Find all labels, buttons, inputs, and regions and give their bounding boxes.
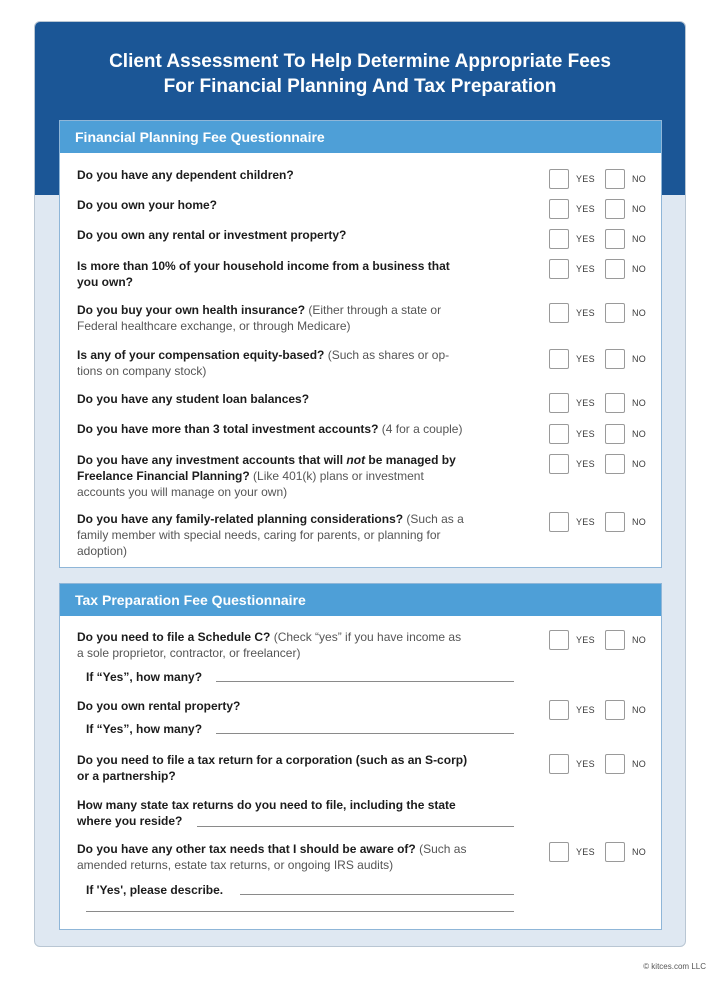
fp-q9-yes-checkbox[interactable]	[549, 454, 569, 474]
fp-question-6	[77, 347, 517, 379]
tax-q5-yes-no	[549, 842, 659, 864]
tax-q2-yes-checkbox[interactable]	[549, 700, 569, 720]
tax-question-4	[77, 797, 517, 829]
yes-label: YES	[576, 174, 595, 184]
no-label: NO	[632, 204, 647, 214]
fp-q7-yes-no	[549, 393, 659, 415]
fp-q7-no-checkbox[interactable]	[605, 393, 625, 413]
yes-label: YES	[576, 264, 595, 274]
fp-q5-yes-checkbox[interactable]	[549, 303, 569, 323]
fp-q5-note-2: Federal healthcare exchange, or through Medicare)	[77, 319, 351, 333]
tax-question-2	[77, 698, 517, 714]
fp-q9-text-3: Freelance Financial Planning?	[77, 469, 250, 483]
fp-q4-no-checkbox[interactable]	[605, 259, 625, 279]
fp-q9-no-checkbox[interactable]	[605, 454, 625, 474]
fp-q9-yes-no	[549, 454, 659, 476]
yes-label: YES	[576, 398, 595, 408]
tax-q5-no-checkbox[interactable]	[605, 842, 625, 862]
fp-q9-note-2: accounts you will manage on your own)	[77, 485, 288, 499]
fp-q6-note-1: (Such as shares or op-	[324, 348, 450, 362]
fp-question-10	[77, 511, 517, 559]
fp-q6-note-2: tions on company stock)	[77, 364, 207, 378]
tax-q2-yes-no	[549, 700, 659, 722]
fp-q8-note: (4 for a couple)	[378, 422, 463, 436]
fp-q8-text: Do you have more than 3 total investment accounts?	[77, 422, 379, 436]
tax-q3-yes-checkbox[interactable]	[549, 754, 569, 774]
tax-describe-line-2[interactable]	[86, 911, 514, 912]
tax-describe-line-1[interactable]	[240, 894, 514, 895]
no-label: NO	[632, 517, 647, 527]
fp-q5-no-checkbox[interactable]	[605, 303, 625, 323]
tax-question-3	[77, 752, 517, 784]
tax-preparation-heading: Tax Preparation Fee Questionnaire	[60, 584, 661, 616]
fp-q3-yes-no	[549, 229, 659, 251]
fp-question-3	[77, 227, 517, 243]
no-label: NO	[632, 308, 647, 318]
fp-q7-yes-checkbox[interactable]	[549, 393, 569, 413]
tax-question-1	[77, 629, 517, 661]
fp-question-8	[77, 421, 517, 437]
page-title	[35, 49, 685, 99]
yes-label: YES	[576, 204, 595, 214]
tax-q1-text: Do you need to file a Schedule C?	[77, 630, 271, 644]
fp-q8-no-checkbox[interactable]	[605, 424, 625, 444]
fp-q3-yes-checkbox[interactable]	[549, 229, 569, 249]
fp-q6-yes-no	[549, 349, 659, 371]
fp-q10-text: Do you have any family-related planning considerations?	[77, 512, 404, 526]
tax-q1-no-checkbox[interactable]	[605, 630, 625, 650]
fp-question-5	[77, 302, 517, 334]
tax-q4-text-2: where you reside?	[77, 814, 183, 828]
tax-q1-note-1: (Check “yes” if you have income as	[270, 630, 462, 644]
yes-label: YES	[576, 635, 595, 645]
tax-q1-note-2: a sole proprietor, contractor, or freelancer)	[77, 646, 301, 660]
fp-question-2	[77, 197, 517, 213]
fp-q9-note-1: (Like 401(k) plans or investment	[249, 469, 424, 483]
fp-q6-no-checkbox[interactable]	[605, 349, 625, 369]
fp-q7-text: Do you have any student loan balances?	[77, 392, 310, 406]
no-label: NO	[632, 759, 647, 769]
yes-label: YES	[576, 234, 595, 244]
yes-label: YES	[576, 759, 595, 769]
fp-q3-no-checkbox[interactable]	[605, 229, 625, 249]
tax-q2-text: Do you own rental property?	[77, 699, 241, 713]
fp-q2-yes-no	[549, 199, 659, 221]
tax-howmany-line-2[interactable]	[216, 733, 514, 734]
title-line-2: For Financial Planning And Tax Preparation	[163, 76, 557, 97]
no-label: NO	[632, 459, 647, 469]
fp-q1-yes-no	[549, 169, 659, 191]
tax-q5-yes-checkbox[interactable]	[549, 842, 569, 862]
tax-q5-note-1: (Such as	[415, 842, 467, 856]
fp-q1-no-checkbox[interactable]	[605, 169, 625, 189]
tax-howmany-line-1[interactable]	[216, 681, 514, 682]
fp-q5-yes-no	[549, 303, 659, 325]
yes-label: YES	[576, 847, 595, 857]
copyright-notice: © kitces.com LLC	[643, 962, 706, 971]
yes-label: YES	[576, 459, 595, 469]
no-label: NO	[632, 398, 647, 408]
fp-q9-emphasis: not	[346, 453, 366, 467]
fp-q5-note-1: (Either through a state or	[305, 303, 442, 317]
no-label: NO	[632, 234, 647, 244]
assessment-card	[34, 21, 686, 947]
fp-q3-text: Do you own any rental or investment property?	[77, 228, 347, 242]
tax-q3-text-1: Do you need to file a tax return for a corporation (such as an S-corp)	[77, 753, 468, 767]
tax-q1-yes-no	[549, 630, 659, 652]
tax-describe-label: If 'Yes', please describe.	[86, 883, 224, 897]
fp-q10-yes-no	[549, 512, 659, 534]
tax-preparation-section	[59, 583, 662, 930]
fp-q8-yes-no	[549, 424, 659, 446]
yes-label: YES	[576, 354, 595, 364]
fp-q2-yes-checkbox[interactable]	[549, 199, 569, 219]
tax-q1-yes-checkbox[interactable]	[549, 630, 569, 650]
tax-howmany-label-1: If “Yes”, how many?	[86, 670, 203, 684]
no-label: NO	[632, 174, 647, 184]
fp-q9-text-2: be managed by	[365, 453, 456, 467]
tax-question-5	[77, 841, 517, 873]
fp-q10-no-checkbox[interactable]	[605, 512, 625, 532]
fp-q6-yes-checkbox[interactable]	[549, 349, 569, 369]
fp-q4-yes-no	[549, 259, 659, 281]
fp-q4-yes-checkbox[interactable]	[549, 259, 569, 279]
fp-q8-yes-checkbox[interactable]	[549, 424, 569, 444]
fp-q4-text-1: Is more than 10% of your household income from a business that	[77, 259, 450, 273]
tax-state-returns-line[interactable]	[197, 826, 514, 827]
fp-q5-text: Do you buy your own health insurance?	[77, 303, 306, 317]
fp-question-7	[77, 391, 517, 407]
no-label: NO	[632, 429, 647, 439]
financial-planning-heading: Financial Planning Fee Questionnaire	[60, 121, 661, 153]
fp-q10-note-2: family member with special needs, caring for parents, or planning for	[77, 528, 441, 542]
tax-q2-no-checkbox[interactable]	[605, 700, 625, 720]
fp-q9-text-1: Do you have any investment accounts that will	[77, 453, 347, 467]
no-label: NO	[632, 635, 647, 645]
no-label: NO	[632, 705, 647, 715]
financial-planning-section	[59, 120, 662, 568]
no-label: NO	[632, 264, 647, 274]
fp-question-9	[77, 452, 517, 500]
tax-q5-note-2: amended returns, estate tax returns, or ongoing IRS audits)	[77, 858, 394, 872]
yes-label: YES	[576, 705, 595, 715]
tax-q3-text-2: or a partnership?	[77, 769, 176, 783]
no-label: NO	[632, 354, 647, 364]
fp-q2-no-checkbox[interactable]	[605, 199, 625, 219]
fp-q2-text: Do you own your home?	[77, 198, 217, 212]
no-label: NO	[632, 847, 647, 857]
title-line-1: Client Assessment To Help Determine Appropriate Fees	[109, 51, 611, 72]
yes-label: YES	[576, 429, 595, 439]
tax-howmany-label-2: If “Yes”, how many?	[86, 722, 203, 736]
fp-q6-text: Is any of your compensation equity-based?	[77, 348, 325, 362]
fp-q10-note-1: (Such as a	[403, 512, 464, 526]
tax-q3-no-checkbox[interactable]	[605, 754, 625, 774]
tax-q3-yes-no	[549, 754, 659, 776]
fp-q4-text-2: you own?	[77, 275, 133, 289]
fp-q10-yes-checkbox[interactable]	[549, 512, 569, 532]
tax-q5-text: Do you have any other tax needs that I should be aware of?	[77, 842, 416, 856]
fp-q10-note-3: adoption)	[77, 544, 128, 558]
fp-q1-yes-checkbox[interactable]	[549, 169, 569, 189]
fp-question-1	[77, 167, 517, 183]
fp-question-4	[77, 258, 517, 290]
fp-q1-text: Do you have any dependent children?	[77, 168, 294, 182]
tax-q4-text-1: How many state tax returns do you need to file, including the state	[77, 798, 456, 812]
yes-label: YES	[576, 308, 595, 318]
yes-label: YES	[576, 517, 595, 527]
